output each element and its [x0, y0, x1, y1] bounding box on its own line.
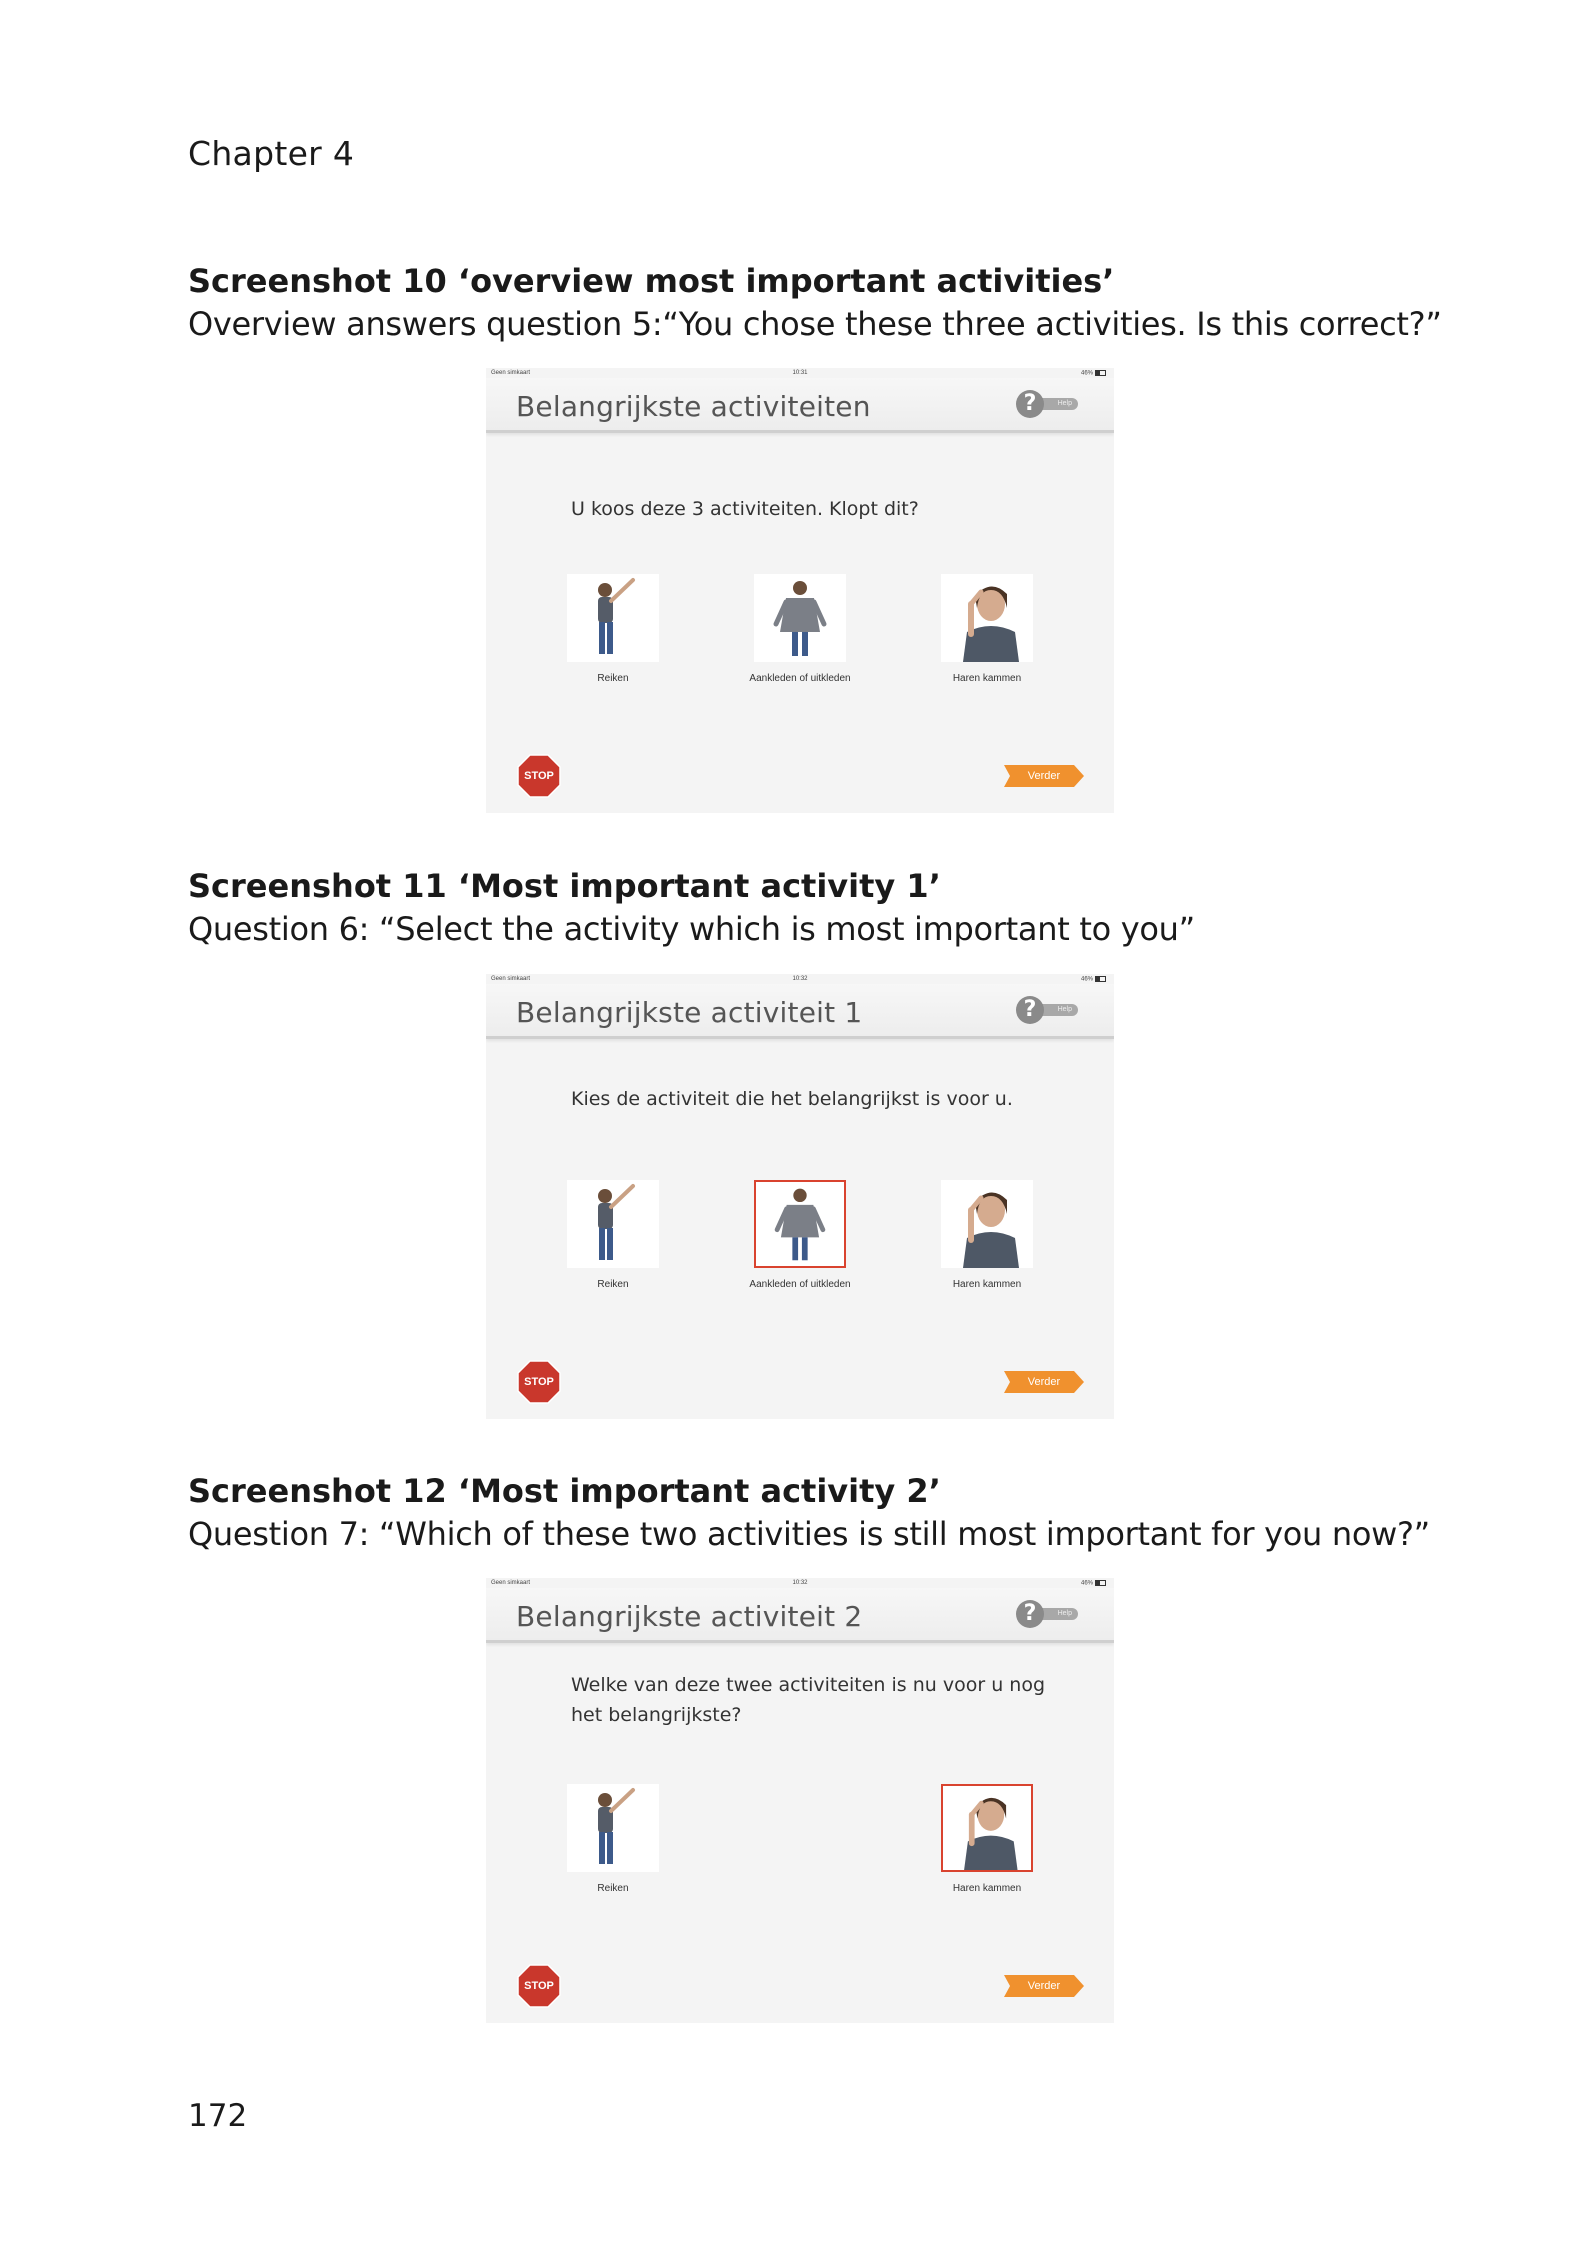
activity-label: Haren kammen: [952, 1883, 1022, 1894]
question-mark-icon: ?: [1016, 996, 1044, 1024]
dressing-person-image: [754, 1180, 846, 1268]
stop-button[interactable]: [516, 753, 562, 799]
section-title: Screenshot 10 ‘overview most important activities’: [188, 262, 1115, 300]
carrier-text: Geen simkaart: [491, 370, 531, 376]
status-bar: [486, 1578, 1114, 1588]
dressing-person-image: [754, 574, 846, 662]
tablet-screenshot: [486, 1578, 1114, 2023]
activity-option[interactable]: [922, 1180, 1052, 1292]
activity-label: Reiken: [597, 1279, 629, 1290]
activity-label: Haren kammen: [952, 673, 1022, 684]
tablet-screenshot: [486, 368, 1114, 813]
activity-option[interactable]: [548, 574, 678, 686]
screen-header: [486, 378, 1114, 433]
next-button[interactable]: [1004, 1975, 1084, 1997]
stop-button[interactable]: [516, 1963, 562, 2009]
activity-option-selected[interactable]: [922, 1784, 1052, 1896]
stop-label: STOP: [524, 1980, 554, 1992]
status-time: 10:31: [792, 370, 808, 376]
next-button[interactable]: [1004, 1371, 1084, 1393]
help-label: Help: [1034, 398, 1078, 410]
battery-percent: 46%: [1080, 1580, 1093, 1587]
status-bar: [486, 368, 1114, 378]
chapter-heading: Chapter 4: [188, 134, 355, 173]
screen-header: [486, 984, 1114, 1039]
section-title: Screenshot 12 ‘Most important activity 2’: [188, 1472, 941, 1510]
help-label: Help: [1034, 1004, 1078, 1016]
activity-option[interactable]: [548, 1180, 678, 1292]
activity-option[interactable]: [735, 574, 865, 686]
battery-percent: 46%: [1080, 976, 1093, 983]
section-caption: Overview answers question 5:“You chose these three activities. Is this correct?”: [188, 305, 1442, 343]
activity-label: Reiken: [597, 673, 629, 684]
section-caption: Question 7: “Which of these two activities is still most important for you now?”: [188, 1515, 1430, 1553]
battery-icon: [1095, 370, 1106, 376]
battery-icon: [1095, 976, 1106, 982]
stop-label: STOP: [524, 1376, 554, 1388]
activity-label: Aankleden of uitkleden: [749, 673, 851, 684]
battery-indicator: [1081, 976, 1106, 983]
help-button[interactable]: [1016, 996, 1078, 1024]
stop-label: STOP: [524, 770, 554, 782]
help-button[interactable]: [1016, 390, 1078, 418]
screen-title: Belangrijkste activiteit 2: [516, 1600, 863, 1633]
activity-option[interactable]: [548, 1784, 678, 1896]
tablet-screenshot: [486, 974, 1114, 1419]
next-label: Verder: [1027, 1376, 1061, 1388]
activity-label: Aankleden of uitkleden: [749, 1279, 851, 1290]
battery-percent: 46%: [1080, 370, 1093, 377]
activity-option-selected[interactable]: [735, 1180, 865, 1292]
next-label: Verder: [1027, 1980, 1061, 1992]
battery-indicator: [1081, 1580, 1106, 1587]
battery-icon: [1095, 1580, 1106, 1586]
battery-indicator: [1081, 370, 1106, 377]
next-button[interactable]: [1004, 765, 1084, 787]
status-bar: [486, 974, 1114, 984]
status-time: 10:32: [792, 976, 808, 982]
section-caption: Question 6: “Select the activity which is most important to you”: [188, 910, 1195, 948]
combing-hair-person-image: [941, 1180, 1033, 1268]
screen-header: [486, 1588, 1114, 1643]
status-time: 10:32: [792, 1580, 808, 1586]
reaching-person-image: [567, 1180, 659, 1268]
screen-title: Belangrijkste activiteiten: [516, 390, 871, 423]
next-label: Verder: [1027, 770, 1061, 782]
question-mark-icon: ?: [1016, 1600, 1044, 1628]
combing-hair-person-image: [941, 1784, 1033, 1872]
carrier-text: Geen simkaart: [491, 1580, 531, 1586]
page-number: 172: [188, 2098, 248, 2134]
reaching-person-image: [567, 1784, 659, 1872]
question-text: Welke van deze twee activiteiten is nu voor u nog het belangrijkste?: [571, 1674, 1045, 1726]
activity-option[interactable]: [922, 574, 1052, 686]
stop-button[interactable]: [516, 1359, 562, 1405]
activity-label: Haren kammen: [952, 1279, 1022, 1290]
carrier-text: Geen simkaart: [491, 976, 531, 982]
question-text: U koos deze 3 activiteiten. Klopt dit?: [571, 498, 919, 520]
question-text: Kies de activiteit die het belangrijkst is voor u.: [571, 1088, 1013, 1110]
section-title: Screenshot 11 ‘Most important activity 1’: [188, 867, 941, 905]
activity-label: Reiken: [597, 1883, 629, 1894]
combing-hair-person-image: [941, 574, 1033, 662]
reaching-person-image: [567, 574, 659, 662]
help-label: Help: [1034, 1608, 1078, 1620]
question-mark-icon: ?: [1016, 390, 1044, 418]
help-button[interactable]: [1016, 1600, 1078, 1628]
screen-title: Belangrijkste activiteit 1: [516, 996, 863, 1029]
